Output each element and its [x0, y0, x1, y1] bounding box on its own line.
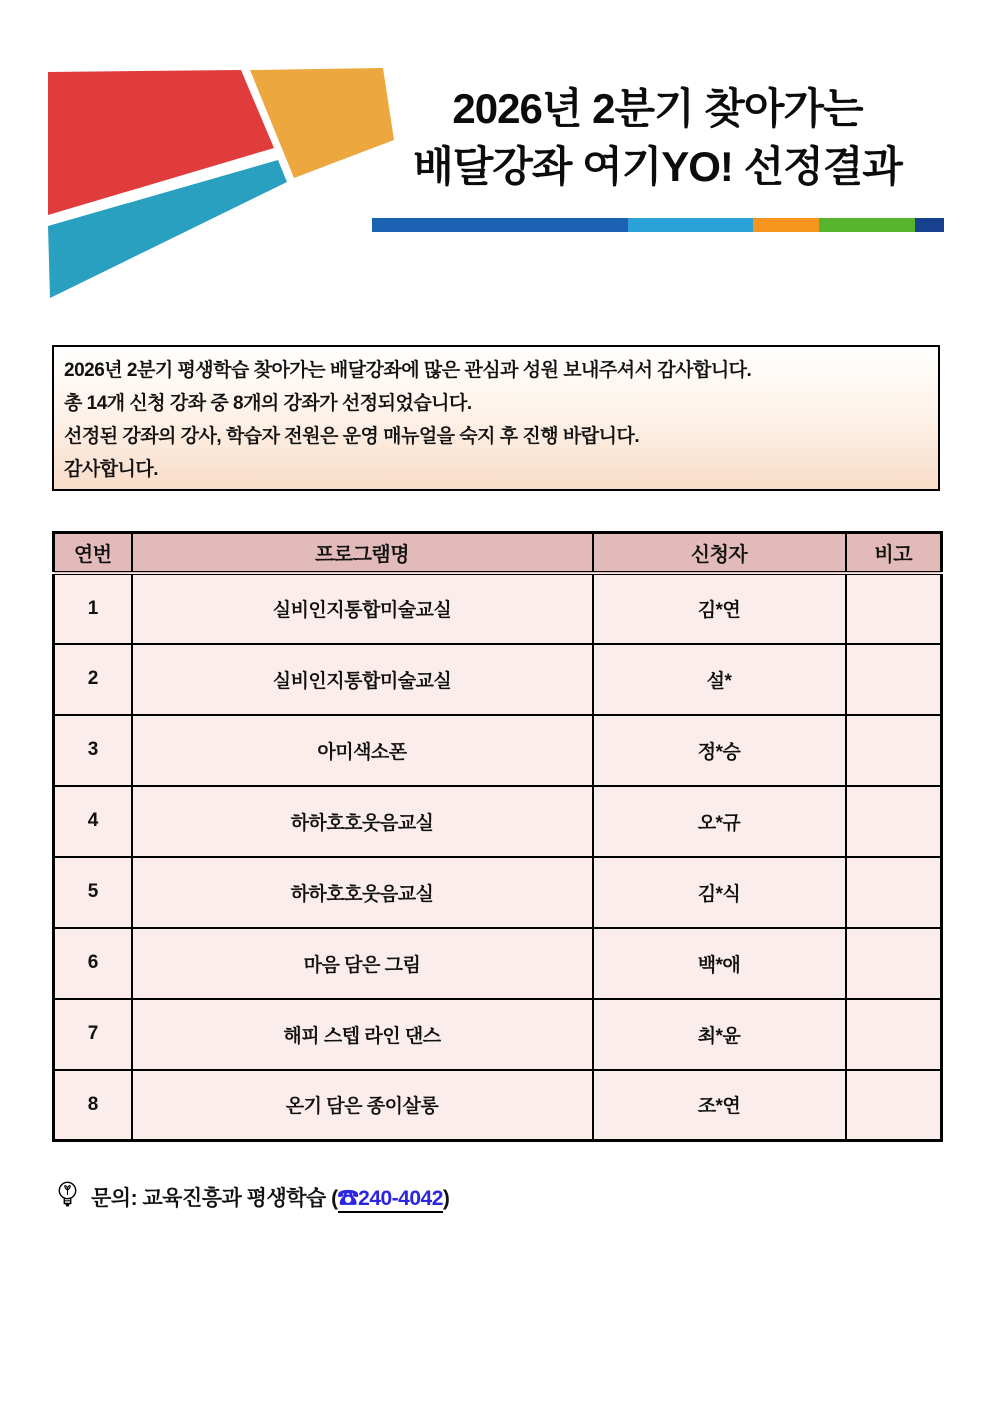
table-row — [54, 573, 942, 644]
cell-applicant: 김*식 — [593, 857, 846, 928]
cell-applicant: 설* — [593, 644, 846, 715]
cell-no: 5 — [54, 857, 132, 928]
phone-link[interactable] — [338, 1187, 443, 1213]
cell-note — [846, 786, 942, 857]
notice-line: 2026년 2분기 평생학습 찾아가는 배달강좌에 많은 관심과 성원 보내주셔서 감사합니다. — [64, 360, 752, 381]
divider-segment-navy — [915, 218, 944, 232]
divider-segment-orange — [753, 218, 819, 232]
cell-applicant: 백*애 — [593, 928, 846, 999]
cell-program: 실비인지통합미술교실 — [132, 644, 593, 715]
phone-number: 240-4042 — [358, 1186, 443, 1210]
cell-note — [846, 928, 942, 999]
table-row — [54, 857, 942, 928]
cell-note — [846, 644, 942, 715]
col-header-no: 연번 — [54, 533, 132, 573]
lightbulb-icon — [56, 1180, 79, 1213]
page-title — [370, 80, 945, 196]
divider-segment-lightblue — [628, 218, 753, 232]
cell-no: 7 — [54, 999, 132, 1070]
cell-program: 마음 담은 그림 — [132, 928, 593, 999]
notice-line: 총 14개 신청 강좌 중 8개의 강좌가 선정되었습니다. — [64, 393, 472, 414]
col-header-note: 비고 — [846, 533, 942, 573]
col-header-program: 프로그램명 — [132, 533, 593, 573]
results-table — [52, 531, 943, 1142]
table-row — [54, 928, 942, 999]
cell-note — [846, 1070, 942, 1141]
notice-box — [52, 345, 940, 491]
cell-note — [846, 999, 942, 1070]
cell-no: 1 — [54, 573, 132, 644]
cell-program: 하하호호웃음교실 — [132, 857, 593, 928]
table-row — [54, 786, 942, 857]
divider-segment-darkblue — [372, 218, 628, 232]
divider-bar — [372, 218, 944, 232]
notice-line: 감사합니다. — [64, 459, 159, 480]
cell-applicant: 최*윤 — [593, 999, 846, 1070]
table-row — [54, 1070, 942, 1141]
cell-program: 아미색소폰 — [132, 715, 593, 786]
page-title-line2: 배달강좌 여기YO! 선정결과 — [413, 143, 902, 190]
notice-line: 선정된 강좌의 강사, 학습자 전원은 운영 매뉴얼을 숙지 후 진행 바랍니다. — [64, 426, 640, 447]
cell-applicant: 오*규 — [593, 786, 846, 857]
cell-applicant: 조*연 — [593, 1070, 846, 1141]
cell-no: 8 — [54, 1070, 132, 1141]
col-header-applicant: 신청자 — [593, 533, 846, 573]
divider-segment-green — [819, 218, 915, 232]
table-row — [54, 999, 942, 1070]
contact-line — [56, 1180, 449, 1213]
cell-no: 6 — [54, 928, 132, 999]
cell-no: 3 — [54, 715, 132, 786]
cell-program: 실비인지통합미술교실 — [132, 573, 593, 644]
cell-note — [846, 573, 942, 644]
cell-applicant: 정*승 — [593, 715, 846, 786]
page-title-line1: 2026년 2분기 찾아가는 — [452, 85, 863, 132]
cell-program: 온기 담은 종이살롱 — [132, 1070, 593, 1141]
cell-no: 4 — [54, 786, 132, 857]
cell-program: 해피 스텝 라인 댄스 — [132, 999, 593, 1070]
cell-applicant: 김*연 — [593, 573, 846, 644]
cell-note — [846, 857, 942, 928]
contact-text — [91, 1182, 449, 1212]
table-row — [54, 715, 942, 786]
logo-shapes — [0, 0, 420, 320]
cell-note — [846, 715, 942, 786]
contact-suffix: ) — [442, 1186, 450, 1210]
phone-icon: ☎ — [337, 1186, 359, 1210]
contact-prefix: 문의: 교육진흥과 평생학습 ( — [91, 1186, 338, 1210]
cell-program: 하하호호웃음교실 — [132, 786, 593, 857]
table-row — [54, 644, 942, 715]
cell-no: 2 — [54, 644, 132, 715]
table-header-row — [54, 533, 942, 573]
